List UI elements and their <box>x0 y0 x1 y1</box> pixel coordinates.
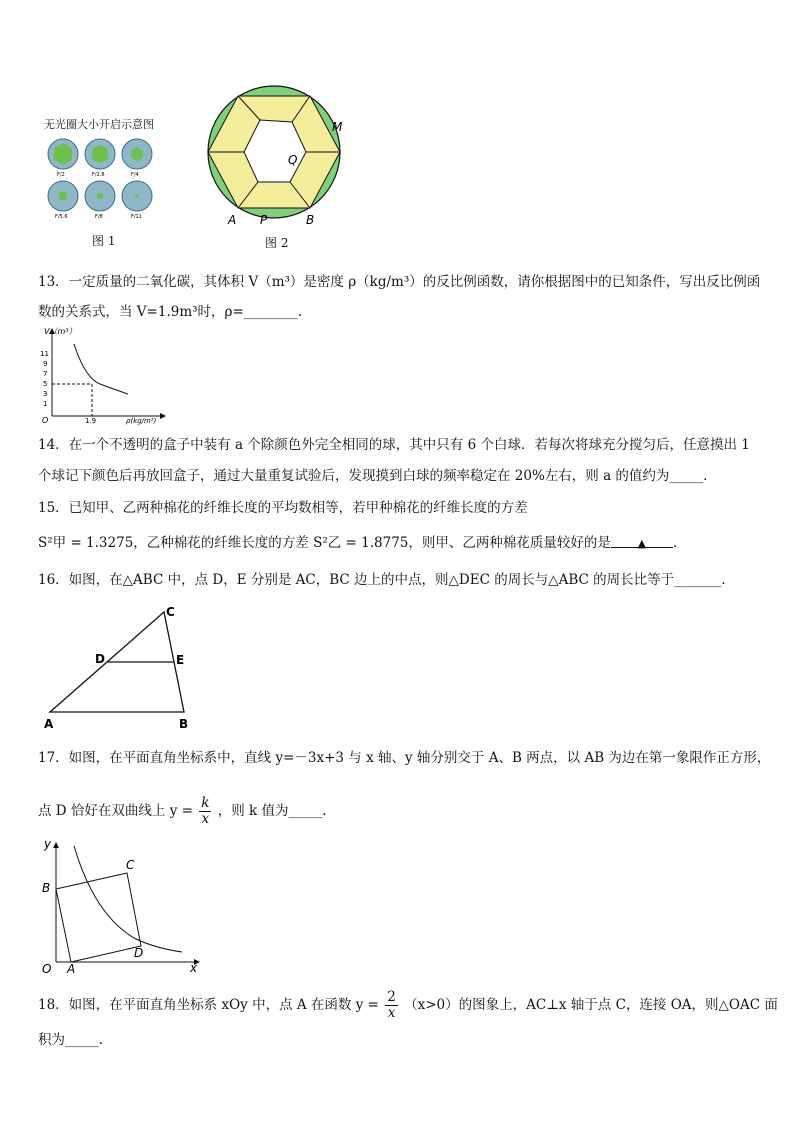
q17-line1: 17．如图，在平面直角坐标系中，直线 y=－3x+3 与 x 轴、y 轴分别交于 A、B 两点，以 AB 为边在第一象限作正方形， <box>38 750 771 766</box>
q13-ytick-3: 3 <box>43 390 48 398</box>
q15-line1: 15．已知甲、乙两种棉花的纤维长度的平均数相等，若甲种棉花的纤维长度的方差 <box>38 500 528 516</box>
q13-ytick-9: 9 <box>43 360 48 368</box>
q13-ytick-11: 11 <box>40 350 49 358</box>
q17-label-O: O <box>42 962 52 976</box>
q18-frac-den: x <box>387 1005 396 1021</box>
figure2-svg <box>200 84 360 234</box>
q17-label-B: B <box>42 881 51 895</box>
figure1 <box>44 112 174 252</box>
figure2 <box>200 84 360 254</box>
aperture-label-5: F/8 <box>95 214 103 220</box>
q15-line2 <box>38 533 677 553</box>
q13-xlabel: ρ(kg/m³) <box>126 417 157 425</box>
fig2-label-M: M <box>332 120 343 134</box>
q17-label-D: D <box>134 946 144 960</box>
figure1-caption: 图 1 <box>92 234 116 248</box>
q16-label-A: A <box>44 717 54 731</box>
q14-line2: 个球记下颜色后再放回盒子，通过大量重复试验后，发现摸到白球的频率稳定在 20%左右，则 a 的值约为_____. <box>38 468 708 484</box>
aperture-icon-1 <box>48 139 78 169</box>
q17-label-A: A <box>67 962 76 976</box>
q13-ytick-1: 1 <box>43 400 48 408</box>
aperture-icon-5 <box>85 181 115 211</box>
q18-line1a: 18．如图，在平面直角坐标系 xOy 中，点 A 在函数 y = <box>38 997 379 1013</box>
q17-label-y: y <box>44 837 52 851</box>
q17-fraction <box>199 796 211 827</box>
fig2-label-P: P <box>260 213 268 227</box>
q15-line2a: S²甲 = 1.3275，乙种棉花的纤维长度的方差 S²乙 = 1.8775，则甲、乙两种棉花质量较好的是 <box>38 535 611 551</box>
q17-line2b: ，则 k 值为_____. <box>217 803 327 819</box>
fig2-label-Q: Q <box>288 153 298 167</box>
aperture-icon-6 <box>122 181 152 211</box>
q16-label-D: D <box>95 652 105 666</box>
q18-line1b: （x>0）的图象上，AC⊥x 轴于点 C，连接 OA，则△OAC 面 <box>404 997 778 1013</box>
q13-ylabel: V（m³） <box>44 327 77 336</box>
q17-figure <box>34 834 204 976</box>
q15-blank-mark: ▲ <box>637 537 647 550</box>
q16-label-B: B <box>179 717 189 731</box>
aperture-label-3: F/4 <box>131 172 139 178</box>
q13-xtick: 1.9 <box>85 417 97 425</box>
q17-frac-num: k <box>201 795 210 811</box>
q14-line1: 14．在一个不透明的盒子中装有 a 个除颜色外完全相同的球，其中只有 6 个白球．若每次将球充分搅匀后，任意摸出 1 <box>38 437 750 453</box>
q16-label-E: E <box>176 653 185 667</box>
q13-line1: 13．一定质量的二氧化碳，其体积 V（m³）是密度 ρ（kg/m³）的反比例函数，请你根据图中的已知条件，写出反比例函 <box>38 274 761 290</box>
q17-frac-den: x <box>201 811 210 827</box>
fig2-label-B: B <box>306 213 315 227</box>
q16-figure <box>38 600 208 736</box>
aperture-icon-2 <box>85 139 115 169</box>
q18-fraction <box>385 990 398 1021</box>
figure1-title: 无光圈大小开启示意图 <box>44 118 154 131</box>
q18-frac-num: 2 <box>387 989 396 1005</box>
aperture-icon-3 <box>122 139 152 169</box>
aperture-icon-4 <box>48 181 78 211</box>
aperture-label-6: F/11 <box>131 214 142 220</box>
fig2-label-A: A <box>228 213 237 227</box>
q13-graph <box>30 326 180 428</box>
aperture-label-1: F/2 <box>57 172 65 178</box>
q13-line2: 数的关系式，当 V=1.9m³时，ρ=________. <box>38 304 303 320</box>
q13-origin: O <box>42 416 49 425</box>
q16-label-C: C <box>166 605 175 619</box>
q17-line2a: 点 D 恰好在双曲线上 y = <box>38 803 193 819</box>
q16-line1: 16．如图，在△ABC 中，点 D，E 分别是 AC，BC 边上的中点，则△DEC 的周长与△ABC 的周长比等于_______. <box>38 572 726 588</box>
aperture-label-2: F/2.8 <box>92 172 105 178</box>
q13-ytick-5: 5 <box>43 380 48 388</box>
q17-label-x: x <box>190 961 198 975</box>
q15-answer-blank <box>611 533 673 548</box>
aperture-label-4: F/5.6 <box>55 214 68 220</box>
q17-label-C: C <box>126 858 135 872</box>
q18-line2: 积为_____. <box>38 1032 104 1048</box>
q17-line2 <box>38 796 327 827</box>
q15-line2c: . <box>672 535 678 551</box>
figure2-caption: 图 2 <box>265 236 289 250</box>
aperture-icons <box>44 134 174 224</box>
q18-line1 <box>38 990 778 1021</box>
q13-ytick-7: 7 <box>43 370 48 378</box>
